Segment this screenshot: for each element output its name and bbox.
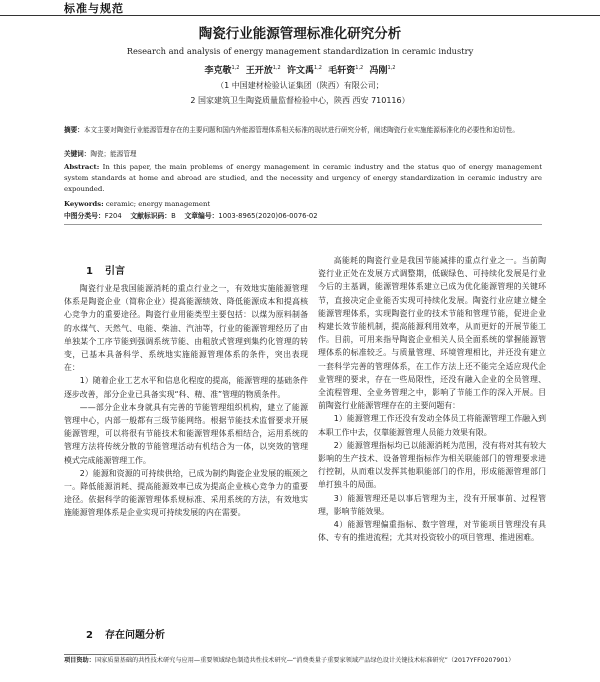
footnote-divider <box>64 654 156 655</box>
author: 王开放$^{1,2}$ <box>245 65 281 76</box>
keywords-en: Keywords: ceramic; energy management <box>64 200 211 208</box>
paragraph: 1）能源管理工作还没有发动全体员工将能源管理工作融入到本职工作中去，仅靠能源管理人员能力效果有限。 <box>318 414 546 437</box>
paragraph: 2）能源和资源的可持续供给，已成为制约陶瓷企业发展的瓶颈之一。降低能源消耗、提高能源效率已成为提高企业核心竞争力的重要途径。依据科学的能源管理体系规标准、采用系统的方法，有效地实施能源管理体系是企业实现可持续发展的内在需要。 <box>64 468 308 518</box>
paragraph: 3）能源管理还是以事后管理为主，没有开展事前、过程管理，影响节能效果。 <box>318 493 546 516</box>
author: 李克敬$^{1,2}$ <box>204 65 240 76</box>
paragraph: 陶瓷行业是我国能源消耗的重点行业之一，有效地实施能源管理体系是陶瓷企业（简称企业）提高能源绩效、降低能源成本和提高核心竞争力的重要途径。陶瓷行业用能类型主要包括：以煤为原料制备的水煤气、天然气、电能、柴油、汽油等，行业的能源管理经历了由单独某个工序节能到强调系统节能、由粗放式管理到集约化管理的转变，已基本具备科学、系统地实施能源管理体系的条件，突出表现在： <box>64 284 308 373</box>
abstract-zh: 摘要：本文主要对陶瓷行业能源管理存在的主要问题和国内外能源管理体系相关标准的现状进行研究分析，阐述陶瓷行业实施能源标准化的必要性和迫切性。 <box>64 126 519 134</box>
paragraph: 1）随着企业工艺水平和信息化程度的提高，能源管理的基础条件逐步改善，部分企业已具备实现“科、精、准”管理的物质条件。 <box>64 376 308 399</box>
column-tag <box>0 0 600 16</box>
affiliation: （1 中国建材检验认证集团（陕西）有限公司； <box>216 81 384 90</box>
author: 冯刚$^{1,2}$ <box>369 65 396 76</box>
keywords-zh: 关键词：陶瓷；能源管理 <box>64 150 137 158</box>
section-heading: 1 引言 <box>86 266 125 277</box>
header-divider <box>64 224 542 225</box>
paragraph: ——部分企业本身就具有完善的节能管理组织机构，建立了能源管理中心，内部一般都有三级节能网络。根据节能技术监督要求开展能源管理，可以将很有节能技术和能源管理体系相结合，运用系统的管理方法将传统分散的节能管理活动有机结合为一体，以突效的管理模式完成能源管理工作。 <box>64 402 308 465</box>
footnote: 项目资助：国家质量基础的共性技术研究与应用—重要领域绿色制造共性技术研究—“消费类量子重要家领域产品绿色设计关键技术标准研究”（2017YFF0207901） <box>64 657 515 664</box>
left-column <box>64 282 308 520</box>
paper-title: 陶瓷行业能源管理标准化研究分析 <box>198 26 402 42</box>
author: 毛轩资$^{1,2}$ <box>328 65 364 76</box>
right-column <box>318 254 546 544</box>
paragraph: 2）能源管理指标均已以能源消耗为范围，没有将对其有较大影响的生产技术、设备管理指标作为相关联能部门的管理要求进行控制，从而难以发挥其他职能部门的作用，形成能源管理部门单打独斗的局面。 <box>318 440 546 490</box>
paper-title-en: Research and analysis of energy management standardization in ceramic industry <box>126 46 474 56</box>
abstract-en: Abstract: In this paper, the main problems of energy management in ceramic industry and the status quo of energy management system standards at home and abroad are studied, and the necessity and urgency of energy standardization in ceramic industry are expounded. <box>64 163 542 193</box>
paragraph: 4）能源管理偏重指标、数字管理，对节能项目管理没有具体、专有的推进流程；尤其对投资较小的项目管理、推进困难。 <box>318 520 546 543</box>
author-list <box>0 63 600 76</box>
section-heading: 2 存在问题分析 <box>86 630 165 641</box>
affiliation: 2 国家建筑卫生陶瓷质量监督检验中心，陕西 西安 710116） <box>190 96 410 105</box>
column-tag-label: 标准与规范 <box>64 2 124 15</box>
paragraph: 高能耗的陶瓷行业是我国节能减排的重点行业之一。当前陶瓷行业正处在发展方式调整期，低碳绿色、可持续化发展是行业今后的主基调，能源管理体系建立已成为优化能源管理的关键环节，直接决定企业能否实现可持续化发展。陶瓷行业应建立健全能源管理体系，实现陶瓷行业的技术节能和管理节能，促进企业构建长效节能机制，提高能源利用效率，从而更好的开展节能工作。目前，可用来指导陶瓷企业相关人员全面系统的掌握能源管理体系的标准较乏。与质量管理、环境管理相比，并还没有建立一套科学完善的管理体系，在工作方法上还不能完全适应现代企业管理的要求，存在一些局限性，还没有融入企业的全员管理、全流程管理、全业务管理之中，影响了节能工作的深入开展。目前陶瓷行业能源管理存在的主要问题有： <box>318 256 546 411</box>
classification-line: 中图分类号：F204 文献标识码：B 文章编号：1003-8965(2020)06-0076-02 <box>64 212 318 220</box>
author: 许文禹$^{1,2}$ <box>287 65 322 76</box>
